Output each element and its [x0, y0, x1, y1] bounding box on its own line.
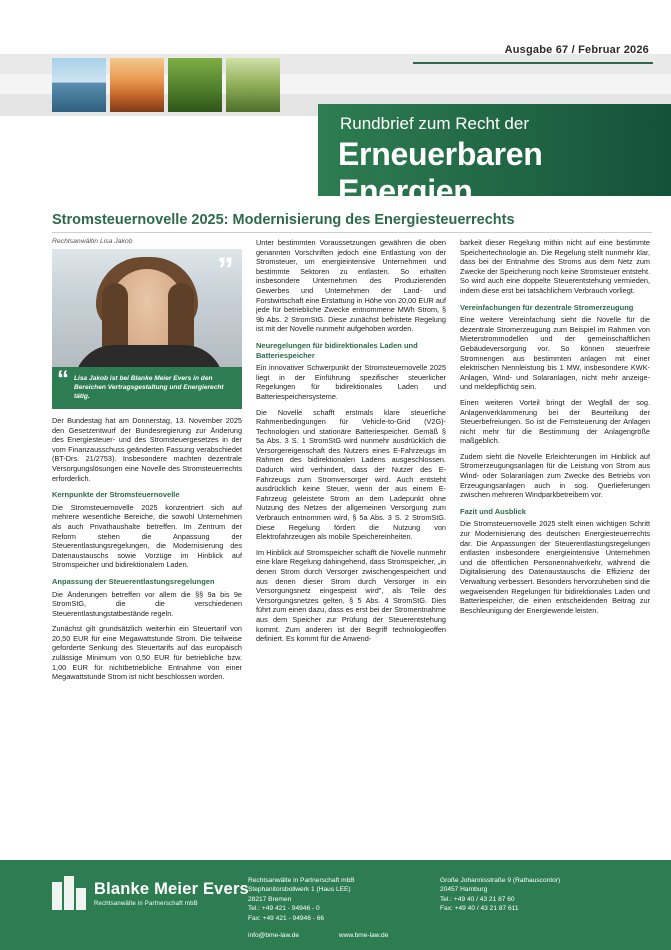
logo-bar-2	[64, 876, 74, 910]
firm-subtitle: Rechtsanwälte in Partnerschaft mbB	[94, 901, 198, 907]
masthead-title: Erneuerbaren Energien	[338, 136, 543, 209]
col3-para-4: Zudem sieht die Novelle Erleichterungen im Hinblick auf Stromerzeugungsanlagen für die Leistung von Strom aus Wind- oder Solaranlagen zum Zwecke des Betriebs von Erzeugungsanlagen auch in sog. Querlieferungen zwischen mehreren Windparkbetreibern vor.	[460, 451, 650, 500]
office1-line2: Stephanitorsbollwerk 1 (Haus LEE)	[248, 886, 351, 894]
office1-line3: 28217 Bremen	[248, 895, 292, 903]
logo-bar-3	[76, 888, 86, 910]
author-portrait	[52, 249, 242, 367]
office-bremen	[248, 876, 423, 923]
office2-fax: Fax: +49 40 / 43 21 87 611	[440, 905, 519, 913]
col1-heading-2: Anpassung der Steuerentlastungsregelungen	[52, 576, 215, 586]
footer-contact-links	[248, 932, 426, 939]
office2-phone: Tel.: +49 40 / 43 21 87 60	[440, 895, 515, 903]
issue-rule	[413, 62, 653, 64]
col2-para-2: Ein innovativer Schwerpunkt der Stromsteuernovelle 2025 liegt in der Einführung spezifischer steuerlicher Regelungen für bidirektionales Laden und Batteriespeichersysteme.	[256, 363, 446, 401]
office1-line1: Rechtsanwälte in Partnerschaft mbB	[248, 877, 355, 884]
issue-label: Ausgabe 67 / Februar 2026	[504, 44, 649, 56]
masthead-subtitle: Rundbrief zum Recht der	[340, 114, 529, 133]
col3-para-3: Einen weiteren Vorteil bringt der Wegfall der sog. Anlagenverklammerung bei der Beurteilung der Steuerbefreiungen. So ist die Fernsteuerung der Anlagen nicht mehr für die Bestimmung der Anlagengröße maßgeblich.	[460, 397, 650, 446]
col2-para-1: Unter bestimmten Voraussetzungen gewähren die oben genannten Vorschriften jedoch eine Entlastung von der Stromsteuer, um energieintensive Unternehmen und bestimmte Sektoren zu entlasten. So erhalten insbesondere Unternehmen des Produzierenden Gewerbes und Unternehmen der Land- und Forstwirtschaft eine Erstattung in Höhe von 20,00 EUR auf jede für betriebliche Zwecke entnommene MWh Strom, § 9b Abs. 2 StromStG. Diese zunächst befristete Regelung ist mit der Novelle nunmehr aufgehoben worden.	[256, 238, 446, 334]
author-caption	[52, 367, 242, 409]
photo-field-icon	[226, 58, 280, 112]
col1-para-1: Der Bundestag hat am Donnerstag, 13. November 2025 den Gesetzentwurf der Bundesregierung zur Änderung des Energiesteuer- und des Stromsteuergesetzes in der vom Finanzausschuss geänderten Fassung verabschiedet (BT-Drs. 21/2753). Insbesondere machten dezentrale Versorgungslösungen eine Novelle des Stromsteuerrechts erforderlich.	[52, 416, 242, 483]
byline: Rechtsanwältin Lisa Jakob	[52, 238, 133, 245]
firm-name: Blanke Meier Evers	[94, 880, 249, 898]
photo-sky-icon	[52, 58, 106, 112]
logo-text	[94, 876, 249, 907]
logo-bars-icon	[52, 876, 86, 910]
page-header	[0, 0, 671, 209]
col1-para-3: Die Änderungen betreffen vor allem die §§ 9a bis 9e StromStG, die die verschiedenen Steuerentlastungstatbestände regeln.	[52, 589, 242, 618]
title-divider	[52, 232, 652, 233]
office2-line1: Große Johannisstraße 9 (Rathauscontor)	[440, 877, 561, 884]
office2-line2: 20457 Hamburg	[440, 886, 488, 894]
firm-logo	[52, 876, 249, 910]
portrait-shoulders	[74, 345, 224, 367]
col1-para-4: Zunächst gilt grundsätzlich weiterhin ein Steuertarif von 20,50 EUR für eine Megawattstunde Strom. Die teilweise geforderte Senkung des Steuertarifs auf das europäisch zulässige Minimum von 0,50 EUR für betriebliche bzw. 1,00 EUR für nichtbetriebliche Entnahme von einer Megawattstunde Strom ist nicht beschlossen worden.	[52, 624, 242, 682]
photo-grass-icon	[168, 58, 222, 112]
header-left-fill	[0, 116, 318, 196]
col3-para-2: Eine weitere Vereinfachung sieht die Novelle für die dezentrale Stromerzeugung zum Beispiel im Rahmen von Mieterstrommodellen und der gemeinschaftlichen Gebäudeversorgung vor. So können steuerfreie Stromnengen aus bestimmten anlagen mit einer elektrischen Nennleistung bis 1 MW, insbesondere KWK-Anlagen, Wind- und Solaranlagen, nicht mehr anzeige- und meldepflichtig sein.	[460, 315, 650, 392]
author-caption-text: Lisa Jakob ist bei Blanke Meier Evers in den Bereichen Vertragsgestaltung und Energierecht tätig.	[74, 375, 224, 400]
logo-bar-1	[52, 882, 62, 910]
quote-mark-icon: ”	[217, 251, 234, 289]
col3-heading-1: Vereinfachungen für dezentrale Stromerzeugung	[460, 302, 634, 312]
article-columns	[52, 238, 652, 858]
col2-heading-1: Neuregelungen für bidirektionales Laden und Batteriespeicher	[256, 340, 418, 360]
col3-para-1: barkeit dieser Regelung mithin nicht auf eine bestimmte Speichertechnologie an. Die Regelung stellt nunmehr klar, dass bei der Entnahme des Stroms aus dem Netz zum Zwecke der Speicherung noch keine Stromsteuer entsteht. So wird auch eine doppelte Steuerentstehung vermieden, indem diese erst bei tatsächlichem Verbrauch vorliegt.	[460, 238, 650, 295]
office1-phone: Tel.: +49 421 - 94946 - 0	[248, 905, 320, 913]
header-photo-strip	[52, 58, 280, 112]
office1-fax: Fax: +49 421 - 94946 - 66	[248, 914, 325, 922]
office-hamburg	[440, 876, 640, 914]
col1-heading-1: Kernpunkte der Stromsteuernovelle	[52, 490, 180, 500]
column-1	[52, 238, 242, 858]
quote-icon: “	[57, 366, 69, 393]
page-title: Stromsteuernovelle 2025: Modernisierung des Energiesteuerrechts	[52, 212, 515, 228]
col2-para-3: Die Novelle schafft erstmals klare steuerliche Rahmenbedingungen für Vehicle-to-Grid (V2G)-Technologien und stationäre Batteriespeicher. Gemäß § 5a Abs. 3 S. 1 StromStG wird nunmehr ausdrücklich die Versorgereigenschaft des Nutzers eines E-Fahrzeugs im Rahmen des bidirektionalen Ladens ausgeschlossen. Dadurch wird verhindert, dass der Nutzer des E-Fahrzeugs zum Stromversorger wird. Auch entsteht ausdrücklich keine Steuer, wenn der aus einem E-Fahrzeug geleistete Strom an dem Ladepunkt ohne Nutzung des Netzes der allgemeinen Versorgung zum Verbrauch entnommen wird, § 5a Abs. 3 S. 2 StromStG. Diese Regelung fördert die Nutzung von Elektrofahrzeugen als mobile Speichereinheiten.	[256, 407, 446, 542]
column-2	[256, 238, 446, 858]
page-footer	[0, 860, 671, 950]
photo-sunset-icon	[110, 58, 164, 112]
website-link[interactable]: www.bme-law.de	[338, 932, 389, 939]
col2-para-4: Im Hinblick auf Stromspeicher schafft die Novelle nunmehr eine klare Regelung dahingehend, dass Stromspeicher, „in denen Strom durch Versorger zwischengespeichert und aus denen dieser Strom durch Versorger in ein Versorgungsnetz eingespeist wird", als Teile des Versorgungsnetzes gelten, § 5 Abs. 4 StromStG. Dies führt zum einen dazu, dass es erst bei der Stromentnahme aus dem Speicher zur Prüfung der Steuerentstehung kommt. Zum anderen ist der Begriff technologieoffen definiert. Es kommt für die Anwend-	[256, 547, 446, 644]
col3-heading-2: Fazit und Ausblick	[460, 506, 526, 516]
col3-para-5: Die Stromsteuernovelle 2025 stellt einen wichtigen Schritt zur Modernisierung des deutschen Energiesteuerrechts dar. Die Anpassungen der Steuerentlastungsregelungen entlasten insbesondere energieintensive Unternehmen und die öffentlichen Personennahverkehr, während die Digitalisierung des Datenaustauschs die Effizienz der Verwaltung verbessert. Besonders hervorzuheben sind die wegweisenden Regelungen für bidirektionales Laden und Batteriespeicher, die einen entscheidenden Beitrag zur Beschleunigung der Energiewende leisten.	[460, 519, 650, 615]
col1-para-2: Die Stromsteuernovelle 2025 konzentriert sich auf mehrere wesentliche Bereiche, die sowohl Unternehmen als auch Privathaushalte betreffen. Im Zentrum der Reform stehen die Anpassung der Steuerentlastungsregelungen, die Modernisierung des Datenaustauschs sowie Vorzüge im Hinblick auf Stromspeicher und bidirektionalem Laden.	[52, 502, 242, 570]
email-link[interactable]: info@bme-law.de	[248, 932, 300, 939]
column-3	[460, 238, 650, 858]
